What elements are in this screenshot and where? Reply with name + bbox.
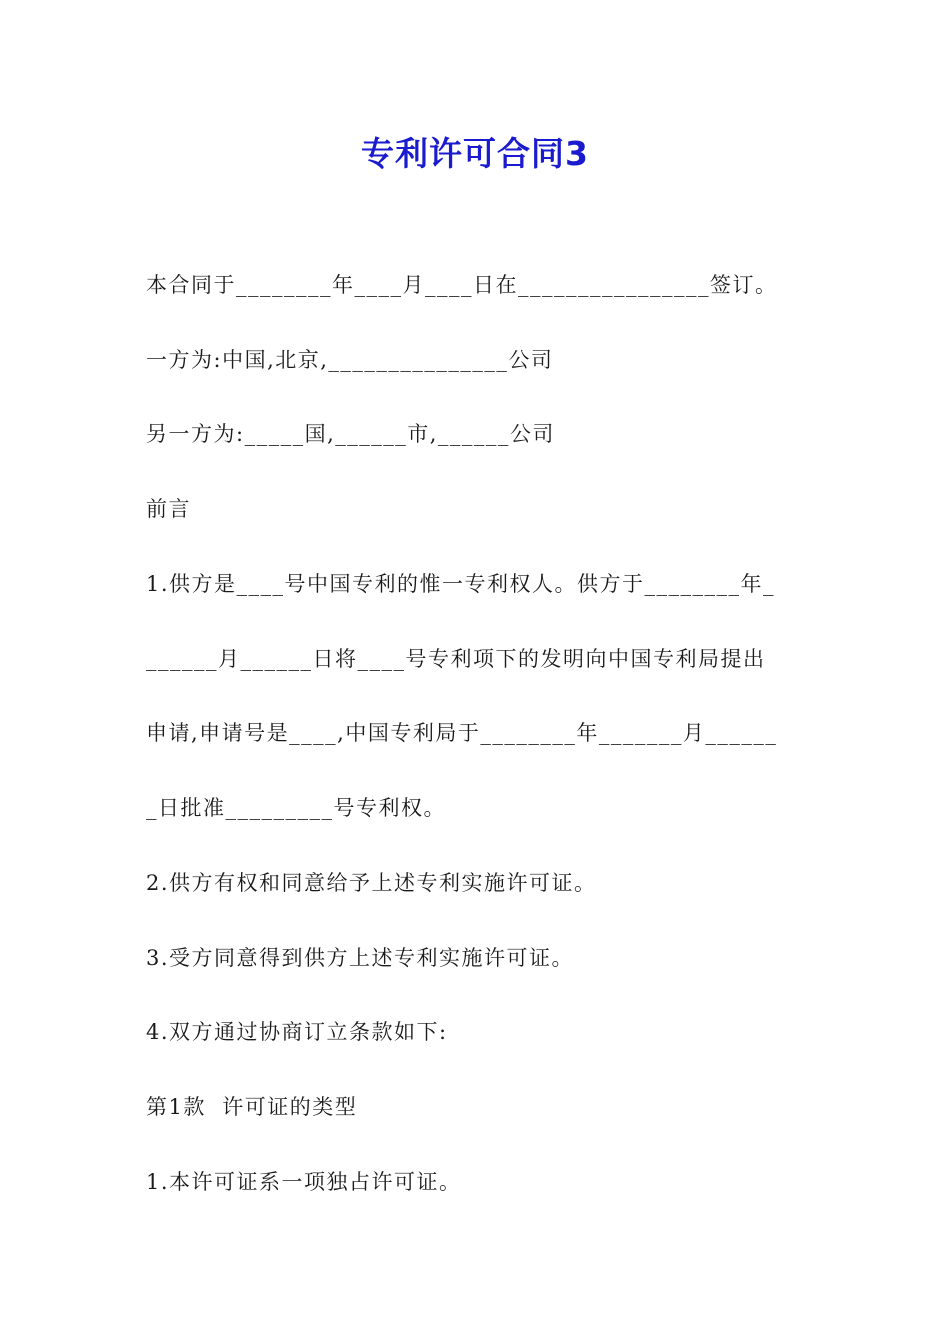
party-b-line: 另一方为:_____国,______市,______公司 — [146, 422, 555, 446]
party-a-line: 一方为:中国,北京,_______________公司 — [146, 348, 554, 372]
paragraph-line: 申请,申请号是____,中国专利局于________年_______月______ — [146, 721, 778, 745]
paragraph-line: 1.供方是____号中国专利的惟一专利权人。供方于________年_ — [146, 572, 776, 596]
paragraph-line: ______月______日将____号专利项下的发明向中国专利局提出 — [146, 647, 766, 671]
paragraph-line: 3.受方同意得到供方上述专利实施许可证。 — [146, 946, 575, 970]
contract-date-line: 本合同于________年____月____日在________________签订。 — [146, 273, 778, 297]
preface-heading: 前言 — [146, 497, 191, 521]
paragraph-line: 4.双方通过协商订立条款如下: — [146, 1020, 448, 1044]
paragraph-line: _日批准_________号专利权。 — [146, 796, 446, 820]
document-title: 专利许可合同3 — [361, 134, 589, 173]
paragraph-line: 2.供方有权和同意给予上述专利实施许可证。 — [146, 871, 597, 895]
paragraph-line: 1.本许可证系一项独占许可证。 — [146, 1170, 462, 1194]
section-heading: 第1款 许可证的类型 — [146, 1095, 358, 1119]
